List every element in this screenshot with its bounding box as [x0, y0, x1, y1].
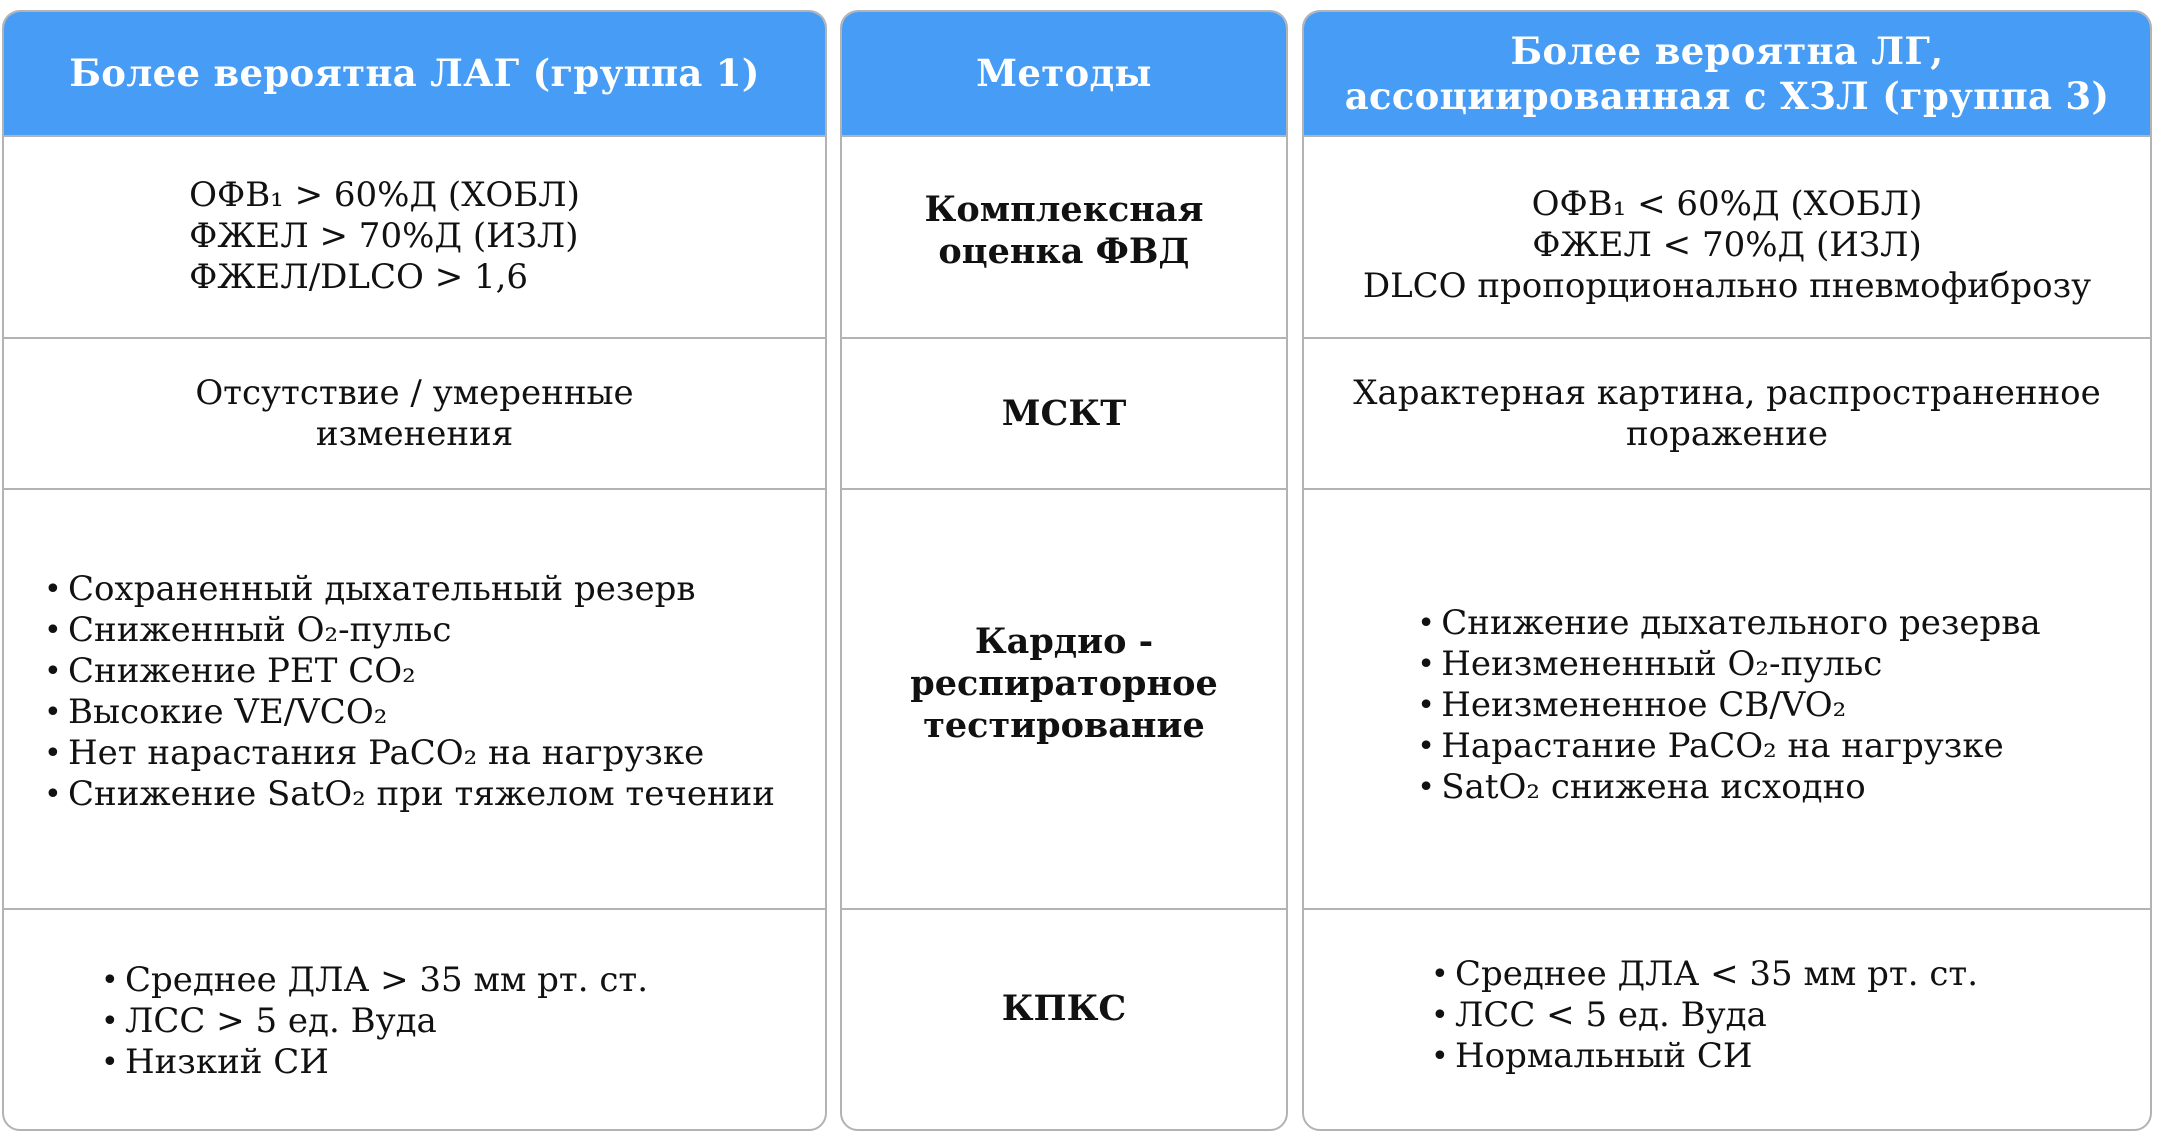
cell-pft-group3 — [1304, 135, 2150, 339]
method-label: тестирование — [923, 705, 1205, 746]
bullet-list — [44, 569, 775, 815]
bullet-list — [1417, 603, 2040, 808]
header-label: Более вероятна ЛАГ (группа 1) — [69, 51, 760, 95]
text-line: ФЖЕЛ/DLCO > 1,6 — [189, 256, 529, 297]
text-line: Отсутствие / умеренные — [195, 372, 634, 413]
list-item: • Высокие VE/VCO₂ — [44, 692, 775, 733]
panel-methods — [840, 10, 1288, 1131]
cell-cpet-pah — [4, 490, 825, 910]
header-ph-group3 — [1304, 12, 2150, 137]
text-line: ФЖЕЛ > 70%Д (ИЗЛ) — [189, 215, 579, 256]
list-item: • Сниженный O₂-пульс — [44, 610, 775, 651]
method-label: оценка ФВД — [938, 231, 1190, 272]
cell-ct-pah — [4, 339, 825, 490]
text-line: поражение — [1625, 413, 1828, 454]
list-item: • Неизмененное CB/VO₂ — [1417, 685, 2040, 726]
header-methods — [842, 12, 1286, 137]
bullet-list — [101, 960, 648, 1083]
cell-cpet-group3 — [1304, 490, 2150, 910]
method-label: Кардио - — [974, 621, 1154, 662]
panel-ph-group3 — [1302, 10, 2152, 1131]
header-label: ассоциированная с ХЗЛ (группа 3) — [1344, 73, 2110, 118]
list-item: • Снижение SatO₂ при тяжелом течении — [44, 774, 775, 815]
list-item: • ЛСС < 5 ед. Вуда — [1431, 995, 1978, 1036]
bullet-list — [1431, 954, 1978, 1077]
panel-pah-group1 — [2, 10, 827, 1131]
header-pah-group1 — [4, 12, 825, 137]
list-item: • Нет нарастания PaCO₂ на нагрузке — [44, 733, 775, 774]
method-label: респираторное — [910, 663, 1218, 704]
header-label: Методы — [976, 51, 1152, 95]
cell-method-cpet — [842, 490, 1286, 910]
cell-method-rhc — [842, 910, 1286, 1131]
list-item: • Среднее ДЛА < 35 мм рт. ст. — [1431, 954, 1978, 995]
method-label: МСКТ — [1001, 392, 1127, 434]
list-item: • Снижение дыхательного резерва — [1417, 603, 2040, 644]
cell-rhc-pah — [4, 910, 825, 1131]
cell-method-pft — [842, 135, 1286, 339]
text-line: изменения — [315, 413, 514, 454]
text-line: ФЖЕЛ < 70%Д (ИЗЛ) — [1532, 224, 1922, 265]
text-line: Характерная картина, распространенное — [1353, 372, 2101, 413]
list-item: • SatO₂ снижена исходно — [1417, 767, 2040, 808]
list-item: • Среднее ДЛА > 35 мм рт. ст. — [101, 960, 648, 1001]
method-label: Комплексная — [924, 189, 1204, 230]
list-item: • Снижение PET CO₂ — [44, 651, 775, 692]
list-item: • Сохраненный дыхательный резерв — [44, 569, 775, 610]
cell-pft-pah — [4, 135, 825, 339]
text-line: DLCO пропорционально пневмофиброзу — [1362, 265, 2092, 306]
list-item: • Низкий СИ — [101, 1042, 648, 1083]
list-item: • ЛСС > 5 ед. Вуда — [101, 1001, 648, 1042]
text-line: ОФВ₁ < 60%Д (ХОБЛ) — [1531, 183, 1923, 224]
cell-rhc-group3 — [1304, 910, 2150, 1131]
header-label: Более вероятна ЛГ, — [1510, 28, 1944, 73]
list-item: • Нормальный СИ — [1431, 1036, 1978, 1077]
cell-ct-group3 — [1304, 339, 2150, 490]
cell-method-ct — [842, 339, 1286, 490]
list-item: • Нарастание PaCO₂ на нагрузке — [1417, 726, 2040, 767]
method-label: КПКС — [1001, 988, 1127, 1029]
list-item: • Неизмененный O₂-пульс — [1417, 644, 2040, 685]
text-line: ОФВ₁ > 60%Д (ХОБЛ) — [189, 174, 580, 215]
